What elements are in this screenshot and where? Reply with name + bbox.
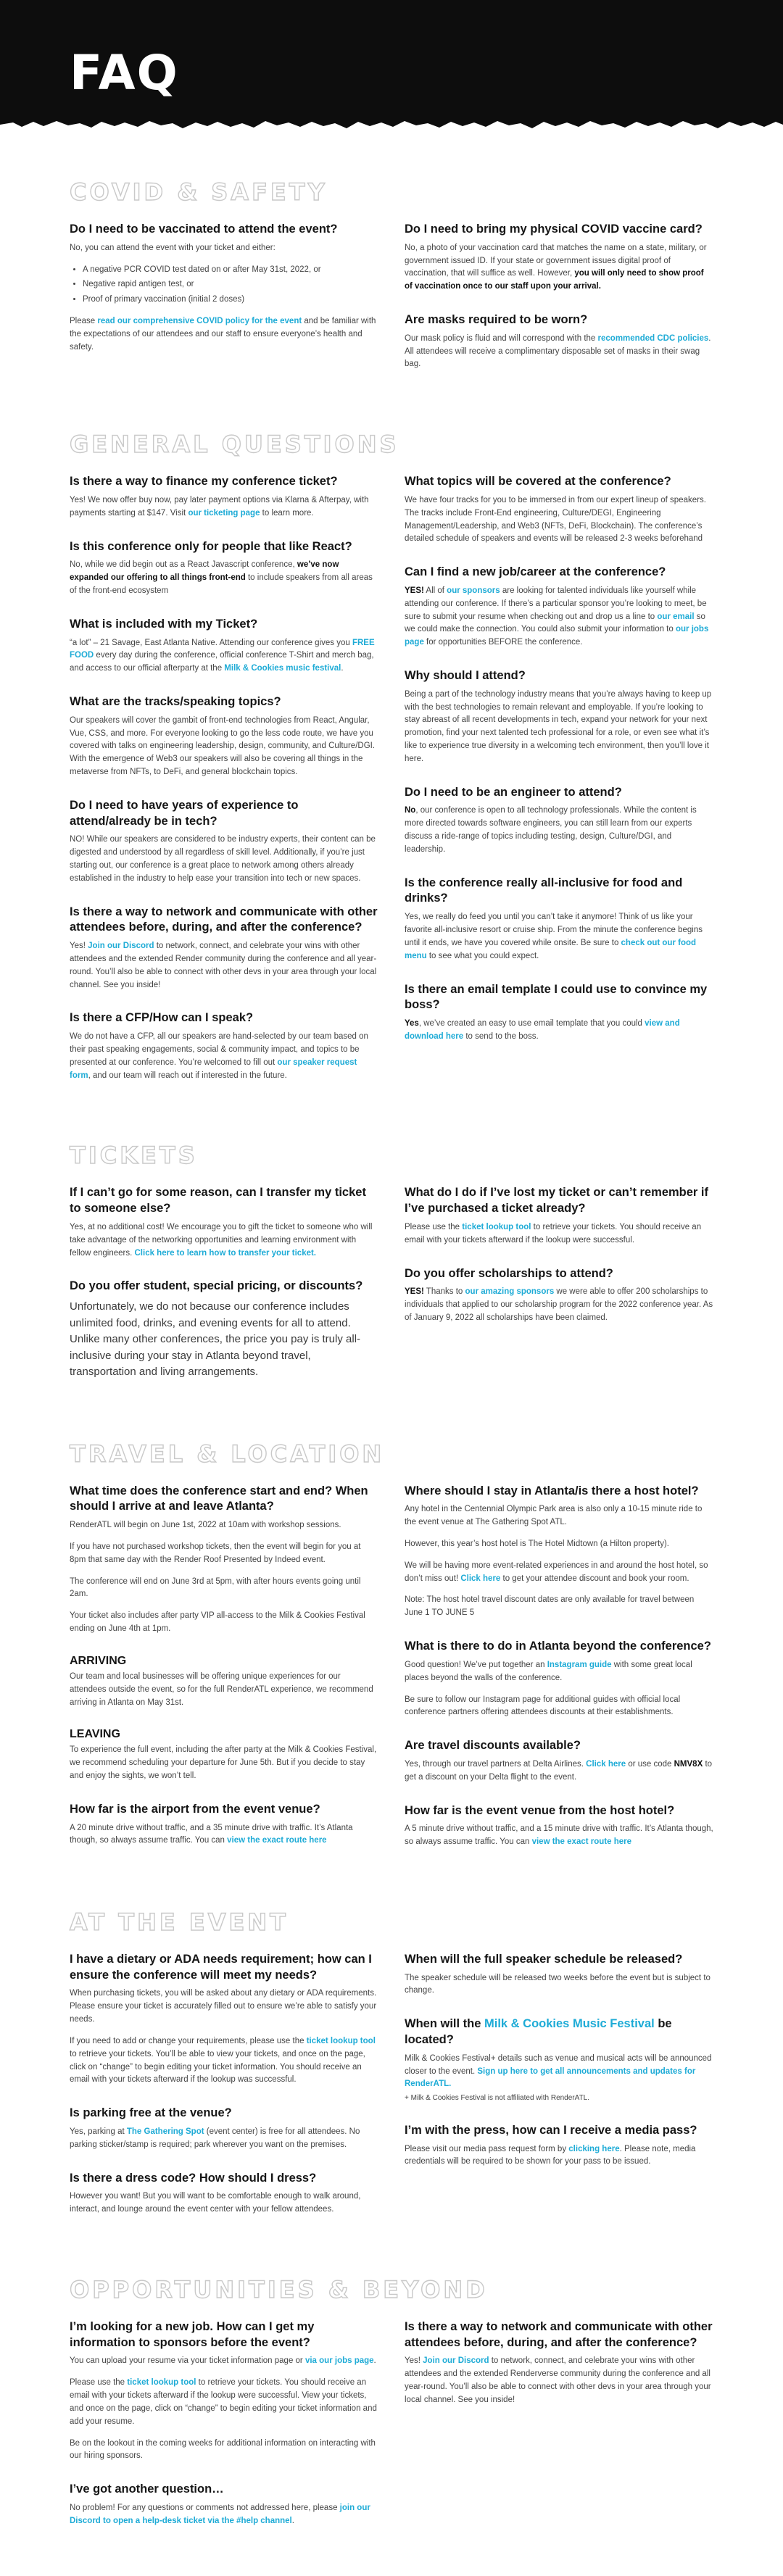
section-general-questions xyxy=(70,390,713,1101)
answer: RenderATL will begin on June 1st, 2022 at 10am with workshop sessions. If you have not purchased workshop tickets, then the event will begin for you at 8pm that same day with the Render Roof Presented by Indeed event. The conference will end on June 3rd at 5pm, with after hours events going until 2am. Your ticket also includes after party VIP all-access to the Milk & Cookies Festival ending on June 4th at 1pm. xyxy=(70,1521,365,1634)
faq-item xyxy=(70,905,378,992)
hero-banner xyxy=(0,0,783,138)
free-food-link[interactable]: FREE FOOD xyxy=(70,638,375,660)
answer: Our team and local businesses will be offering unique experiences for our attendees outside the event, so for the full RenderATL experience, we recommend arriving in Atlanta on May 31st. xyxy=(70,1671,373,1707)
right-column xyxy=(405,222,713,390)
faq-item xyxy=(405,1952,713,1998)
list-item: • A negative PCR COVID test dated on or after May 31st, 2022, or xyxy=(83,264,378,277)
question: Is there an email template I could use to convince my boss? xyxy=(405,982,708,1012)
answer: Please use the ticket lookup tool to retrieve your tickets. You should receive an email with your tickets afterward if the lookup were successful. xyxy=(405,1222,702,1245)
question: Do I need to be vaccinated to attend the event? xyxy=(70,223,338,236)
faq-item xyxy=(405,312,713,371)
section-covid-safety xyxy=(70,138,713,390)
covid-policy-link[interactable]: read our comprehensive COVID policy for the event xyxy=(97,317,302,326)
ticketing-page-link[interactable]: our ticketing page xyxy=(188,508,260,518)
answer: Yes! Join our Discord to network, connect, and celebrate your wins with other attendees and the extended Renderverse community during the conference and all year-round. You’ll also be able to connect with other devs in your area through your local channel. See you inside! xyxy=(405,2356,711,2404)
question: Do you offer student, special pricing, or discounts? xyxy=(70,1279,363,1293)
media-pass-link[interactable]: clicking here xyxy=(568,2144,620,2153)
question: Are masks required to be worn? xyxy=(405,313,588,327)
answer: “a lot” – 21 Savage, East Atlanta Native. Attending our conference gives you FREE FOOD every day during the conference, official conference T-Shirt and merch bag, and access to our official afterparty at the Milk & Cookies music festival. xyxy=(70,638,375,673)
faq-item xyxy=(70,617,378,676)
answer: No, a photo of your vaccination card that matches the name on a state, military, or government issued ID. If your state or government issues digital proof of vaccination, that will suffice as well. However, you will only need to show proof of vaccination once to our staff upon your arrival. xyxy=(405,243,707,291)
faq-item xyxy=(70,1279,378,1380)
question: What are the tracks/speaking topics? xyxy=(70,695,281,709)
question: Is there a CFP/How can I speak? xyxy=(70,1011,254,1025)
answer: Yes, through our travel partners at Delta Airlines. Click here or use code NMV8X to get a discount on your Delta flight to the event. xyxy=(405,1759,713,1782)
section-tickets xyxy=(70,1101,713,1399)
answer: Good question! We’ve put together an Instagram guide with some great local places beyond the walls of the conference. Be sure to follow our Instagram page for additional guides with official local conference partners offering attendees discounts at their establishments. xyxy=(405,1660,692,1717)
airport-route-link[interactable]: view the exact route here xyxy=(227,1836,327,1845)
answer: Milk & Cookies Festival+ details such as venue and musical acts will be announced closer to the event. Sign up here to get all announcements and updates for RenderATL. + Milk & Cookies Festival is not affiliated with RenderATL. xyxy=(405,2053,713,2104)
answer: Yes! We now offer buy now, pay later payment options via Klarna & Afterpay, with payments starting at $147. Visit our ticketing page to learn more. xyxy=(70,495,369,518)
discord-help-link[interactable]: join our Discord to open a help-desk ticket via the #help channel xyxy=(70,2503,370,2525)
faq-item xyxy=(405,1266,713,1325)
question: I have a dietary or ADA needs requirement; how can I ensure the conference will meet my needs? xyxy=(70,1952,372,1982)
faq-item xyxy=(70,798,378,886)
section-opportunities-beyond xyxy=(70,2235,713,2576)
answer: Yes, we really do feed you until you can’t take it anymore! Think of us like your favorite all-inclusive resort or cruise ship. From the minute the conference begins until it ends, we have you covered while onsite. Be sure to check out our food menu to see what you could expect. xyxy=(405,913,703,960)
delta-discount-link[interactable]: Click here xyxy=(586,1759,626,1769)
left-column xyxy=(70,474,378,1101)
question: I’ve got another question… xyxy=(70,2482,224,2496)
faq-item xyxy=(70,1952,378,2087)
festival-link[interactable]: Milk & Cookies Music Festival xyxy=(484,2017,655,2031)
faq-item xyxy=(70,1728,378,1782)
discount-code: NMV8X xyxy=(674,1759,703,1769)
faq-item xyxy=(405,1738,713,1784)
left-column xyxy=(70,2319,378,2547)
faq-item xyxy=(70,2171,378,2216)
faq-item xyxy=(405,1639,713,1719)
faq-item xyxy=(70,1655,378,1709)
answer: A 5 minute drive without traffic, and a 15 minute drive with traffic. It’s Atlanta though, so always assume traffic. You can view the exact route here xyxy=(405,1824,713,1847)
faq-item xyxy=(405,2123,713,2169)
faq-item xyxy=(405,785,713,857)
left-column xyxy=(70,1185,378,1399)
food-menu-link[interactable]: check out our food menu xyxy=(405,938,697,960)
sponsors-link[interactable]: our amazing sponsors xyxy=(465,1287,555,1297)
section-title: AT THE EVENT xyxy=(70,1908,289,1936)
left-column xyxy=(70,222,378,373)
answer: When purchasing tickets, you will be asked about any dietary or ADA requirements. Please ensure your ticket is accurately filled out to ensure we’re able to satisfy your needs. If you need to add or change your requirements, please use the ticket lookup tool to retrieve your tickets. You’ll be able to view your tickets, and once on the page, click on “change” to begin editing your ticket information. You should receive an email with your tickets afterward if the lookup was successful. xyxy=(70,1989,377,2085)
section-travel-location xyxy=(70,1400,713,1868)
answer: No, while we did begin out as a React Javascript conference, we’ve now expanded our offering to all things front-end to include speakers from all areas of the front-end ecosystem xyxy=(70,560,373,595)
question: Do you offer scholarships to attend? xyxy=(405,1266,613,1280)
cdc-policy-link[interactable]: recommended CDC policies xyxy=(597,333,709,343)
faq-item xyxy=(70,2482,378,2527)
answer: Yes! Join our Discord to network, connect, and celebrate your wins with other attendees and the extended Render community during the conference and all year-round. You’ll also be able to connect with other devs in your area through your local channel. See you inside! xyxy=(70,942,377,989)
faq-item xyxy=(405,2319,713,2407)
question: Is the conference really all-inclusive for food and drinks? xyxy=(405,876,683,905)
question: Is this conference only for people that like React? xyxy=(70,539,352,553)
answer xyxy=(70,242,378,354)
answer: A 20 minute drive without traffic, and a 35 minute drive with traffic. It’s Atlanta though, so always assume traffic. You can view the exact route here xyxy=(70,1823,353,1845)
discord-link[interactable]: Join our Discord xyxy=(88,942,154,951)
section-at-the-event xyxy=(70,1868,713,2235)
answer: NO! While our speakers are considered to be industry experts, their content can be digested and understood by all regardless of skill level. Additionally, if you’re just starting out, our conference is a great place to network among others already established in the industry to help ease your transition into tech or new spaces. xyxy=(70,835,376,883)
right-column xyxy=(405,474,713,1062)
question: Is there a way to network and communicate with other attendees before, during, and after the conference? xyxy=(70,905,378,934)
ticket-lookup-link[interactable]: ticket lookup tool xyxy=(127,2378,196,2388)
question: When will the Milk & Cookies Music Festival be located? xyxy=(405,2017,672,2047)
right-column xyxy=(405,1185,713,1343)
faq-item xyxy=(405,474,713,546)
list-item: • Proof of primary vaccination (initial 2 doses) xyxy=(83,294,378,307)
ticket-lookup-link[interactable]: ticket lookup tool xyxy=(462,1222,531,1231)
jobs-page-link[interactable]: via our jobs page xyxy=(304,2356,374,2366)
answer: Yes, parking at The Gathering Spot (event center) is free for all attendees. No parking sticker/stamp is required; park wherever you want on the premises. xyxy=(70,2127,360,2149)
question: How far is the airport from the event venue? xyxy=(70,1802,320,1816)
question: When will the full speaker schedule be released? xyxy=(405,1952,683,1966)
requirements-list xyxy=(70,264,378,307)
question: What topics will be covered at the conference? xyxy=(405,475,671,489)
left-column xyxy=(70,1952,378,2235)
sponsors-link[interactable]: our sponsors xyxy=(447,586,500,595)
ticket-lookup-link[interactable]: ticket lookup tool xyxy=(306,2036,376,2045)
answer: Being a part of the technology industry means that you’re always having to keep up with the best technologies to remain relevant and employable. If you’re looking to stay abreast of all recent developments in tech, expand your network for your next promotion, find your next talented tech professional for a role, or even see what it’s like to experience true diversity in a welcoming tech environment, then you’ll love it here. xyxy=(405,689,712,763)
answer: Unfortunately, we do not because our conference includes unlimited food, drinks, and evening events for all to attend. Unlike many other conferences, the price you pay is truly all-inclusive during your stay in Atlanta beyond travel, transportation and living arrangements. xyxy=(70,1300,361,1379)
answer: Our mask policy is fluid and will correspond with the recommended CDC policies. All attendees will receive a complimentary disposable set of masks in their swag bag. xyxy=(405,333,711,369)
faq-item xyxy=(70,474,378,520)
section-title: OPPORTUNITIES & BEYOND xyxy=(70,2275,488,2303)
speaker-request-link[interactable]: our speaker request form xyxy=(70,1058,357,1080)
left-column xyxy=(70,1484,378,1866)
answer: However you want! But you will want to be comfortable enough to walk around, interact, and lounge around the event center with your fellow attendees. xyxy=(70,2192,361,2214)
email-link[interactable]: our email xyxy=(657,612,695,621)
transfer-ticket-link[interactable]: Click here to learn how to transfer your ticket. xyxy=(134,1248,317,1258)
question: Is there a dress code? How should I dress? xyxy=(70,2171,317,2185)
section-title: TICKETS xyxy=(70,1142,198,1170)
question: Can I find a new job/career at the conference? xyxy=(405,565,666,579)
faq-item xyxy=(405,876,713,963)
faq-item xyxy=(405,668,713,766)
faq-item xyxy=(405,222,713,294)
hotel-booking-link[interactable]: Click here xyxy=(460,1574,501,1583)
answer: The speaker schedule will be released two weeks before the event but is subject to change. xyxy=(405,1973,710,1995)
answer: We have four tracks for you to be immersed in from our expert lineup of speakers. The tracks include Front-End engineering, Culture/DEGI, Engineering Management/Leadership, and Web3 (NFTs, DeFi, Blockchain). The conference’s detailed schedule of speakers and events will be released 2-3 weeks beforehand xyxy=(405,495,706,544)
answer: YES! All of our sponsors are looking for talented individuals like yourself while attending our conference. If there’s a particular sponsor you’re looking to meet, be sure to submit your resume when checking out and drop us a line to our email so we could make the connection. You could also submit your information to our jobs page for opportunities BEFORE the conference. xyxy=(405,586,709,647)
question: I’m looking for a new job. How can I get my information to sponsors before the event? xyxy=(70,2319,315,2349)
answer-text: No, you can attend the event with your ticket and either: xyxy=(70,243,276,252)
faq-item xyxy=(70,222,378,354)
gathering-spot-link[interactable]: The Gathering Spot xyxy=(126,2127,204,2136)
faq-item xyxy=(70,2106,378,2151)
question: Do I need to be an engineer to attend? xyxy=(405,785,622,799)
faq-item xyxy=(405,1484,713,1620)
answer: Our speakers will cover the gambit of front-end technologies from React, Angular, Vue, CSS, and more. For everyone looking to go the less code route, we have you covered with talks on engineering leadership, design, community, and Culture/DGI. With the emergence of Web3 our speakers will also be covering all things in the metaverse from NFTs, to DeFi, and general blockchain topics. xyxy=(70,715,376,777)
answer-text: Please read our comprehensive COVID policy for the event and be familiar with the expectations of our attendees and our staff to ensure everyone’s health and safety. xyxy=(70,317,376,352)
faq-item xyxy=(405,982,713,1044)
faq-item xyxy=(70,1185,378,1260)
answer: YES! Thanks to our amazing sponsors we were able to offer 200 scholarships to individuals that applied to our scholarship program for the 2022 conference year. As of January 9, 2022 all scholarships have been claimed. xyxy=(405,1287,713,1322)
answer: You can upload your resume via your ticket information page or via our jobs page. Please use the ticket lookup tool to retrieve your tickets. You should receive an email with your tickets afterward if the lookup were successful. View your tickets, and once on the page, click on “change” to begin editing your ticket information and add your resume. Be on the lookout in the coming weeks for additional information on interacting with our hiring sponsors. xyxy=(70,2356,377,2461)
faq-item xyxy=(70,1802,378,1848)
answer: No, our conference is open to all technology professionals. While the content is more directed towards software engineers, you can still learn from our experts discuss a ride-range of topics including testing, design, Culture/DGI, and leadership. xyxy=(405,806,697,854)
question: What is there to do in Atlanta beyond the conference? xyxy=(405,1640,711,1653)
faq-item xyxy=(405,1185,713,1247)
question: What do I do if I’ve lost my ticket or can’t remember if I’ve purchased a ticket already? xyxy=(405,1186,709,1216)
right-column xyxy=(405,2319,713,2426)
announcements-signup-link[interactable]: Sign up here to get all announcements and updates for RenderATL. xyxy=(405,2066,696,2089)
section-title: COVID & SAFETY xyxy=(70,178,328,206)
question: Where should I stay in Atlanta/is there a host hotel? xyxy=(405,1484,699,1497)
answer: Yes, at no additional cost! We encourage you to gift the ticket to someone who will take advantage of the networking opportunities and learning environment with fellow engineers. Click here to learn how to transfer your ticket. xyxy=(70,1222,373,1258)
section-title: GENERAL QUESTIONS xyxy=(70,431,399,459)
answer: To experience the full event, including the after party at the Milk & Cookies Festival, we recommend scheduling your departure for June 5th. But if you decide to stay and enjoy the sights, we won’t tell. xyxy=(70,1745,377,1780)
section-title: TRAVEL & LOCATION xyxy=(70,1439,385,1468)
torn-paper-edge xyxy=(0,109,783,138)
question: What time does the conference start and end? When should I arrive at and leave Atlanta? xyxy=(70,1484,368,1513)
question: What is included with my Ticket? xyxy=(70,617,258,631)
page-title: FAQ xyxy=(70,45,179,101)
jobs-page-link[interactable]: our jobs page xyxy=(405,625,709,647)
question: How far is the event venue from the host hotel? xyxy=(405,1803,675,1817)
faq-item xyxy=(70,1010,378,1082)
instagram-guide-link[interactable]: Instagram guide xyxy=(547,1660,612,1669)
answer: No problem! For any questions or comments not addressed here, please join our Discord to open a help-desk ticket via the #help channel. xyxy=(70,2503,370,2525)
affiliation-note: + Milk & Cookies Festival is not affiliated with RenderATL. xyxy=(405,2094,590,2103)
milk-cookies-link[interactable]: Milk & Cookies music festival xyxy=(224,664,341,673)
question: Are travel discounts available? xyxy=(405,1739,581,1753)
question: Do I need to have years of experience to attend/already be in tech? xyxy=(70,798,299,828)
list-item: • Negative rapid antigen test, or xyxy=(83,278,378,291)
subheading: ARRIVING xyxy=(70,1654,127,1667)
question: Why should I attend? xyxy=(405,669,526,683)
question: Do I need to bring my physical COVID vaccine card? xyxy=(405,223,703,236)
subheading: LEAVING xyxy=(70,1728,120,1741)
faq-item xyxy=(70,694,378,779)
faq-item xyxy=(405,2016,713,2103)
faq-content xyxy=(0,138,783,2576)
question: Is parking free at the venue? xyxy=(70,2106,232,2120)
question: I’m with the press, how can I receive a media pass? xyxy=(405,2123,697,2137)
faq-item xyxy=(405,565,713,649)
right-column xyxy=(405,1952,713,2187)
faq-item xyxy=(405,1803,713,1849)
faq-item xyxy=(70,2319,378,2463)
discord-link[interactable]: Join our Discord xyxy=(423,2356,489,2366)
right-column xyxy=(405,1484,713,1868)
answer: Any hotel in the Centennial Olympic Park area is also only a 10-15 minute ride to the event venue at The Gathering Spot ATL. However, this year’s host hotel is The Hotel Midtown (a Hilton property). We will be having more event-related experiences in and around the host hotel, so don’t miss out! Click here to get your attendee discount and book your room. Note: The host hotel travel discount dates are only available for travel between June 1 TO JUNE 5 xyxy=(405,1505,708,1618)
question: If I can’t go for some reason, can I transfer my ticket to someone else? xyxy=(70,1186,366,1216)
answer: We do not have a CFP, all our speakers are hand-selected by our team based on their past speaking engagements, social & community impact, and topics to be presented at our conference. You’re welcomed to fill out our speaker request form, and our team will reach out if interested in the future. xyxy=(70,1032,368,1080)
faq-item xyxy=(70,539,378,598)
question: Is there a way to network and communicate with other attendees before, during, and after the conference? xyxy=(405,2319,713,2349)
faq-item xyxy=(70,1484,378,1636)
answer: Please visit our media pass request form by clicking here. Please note, media credentials will be required to be shown for your pass to be issued. xyxy=(405,2144,696,2166)
hotel-route-link[interactable]: view the exact route here xyxy=(531,1837,631,1847)
email-template-link[interactable]: view and download here xyxy=(405,1019,680,1041)
question: Is there a way to finance my conference ticket? xyxy=(70,475,338,489)
answer: Yes, we’ve created an easy to use email template that you could view and download here to send to the boss. xyxy=(405,1019,680,1041)
